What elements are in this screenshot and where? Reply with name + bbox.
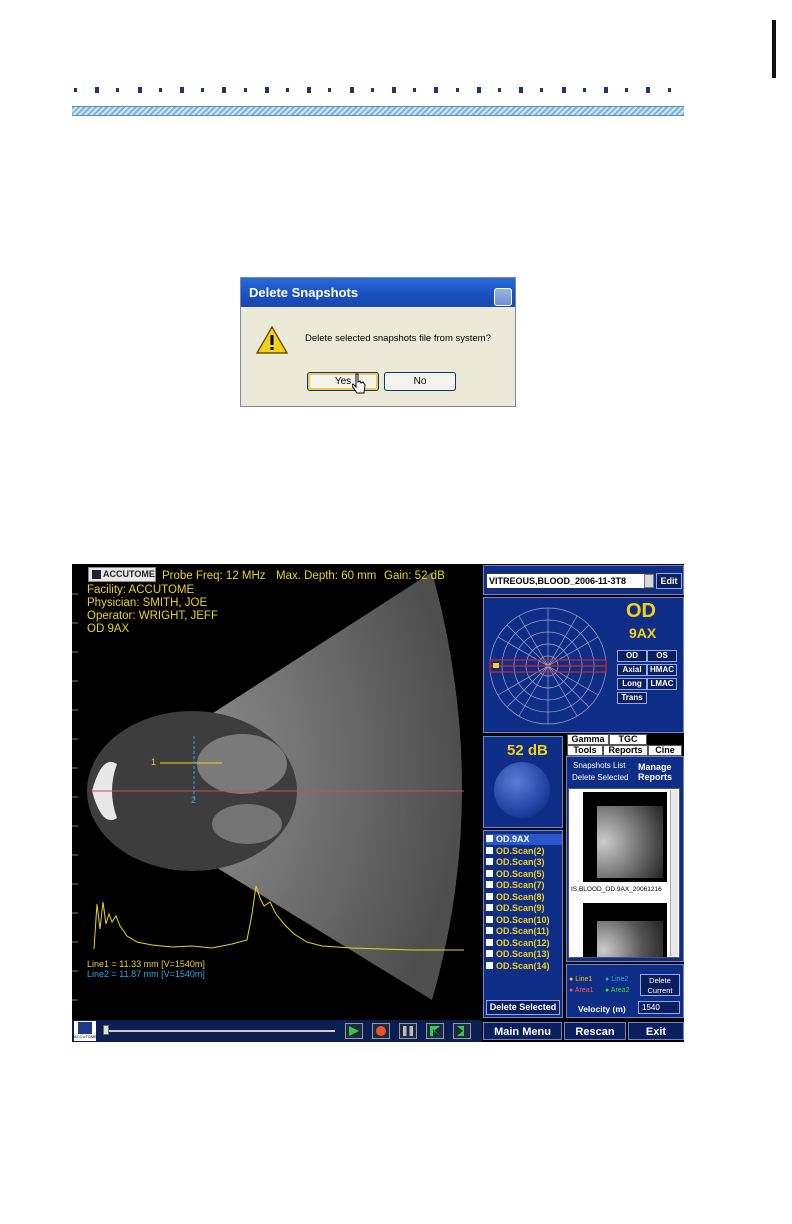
header-dot: [646, 87, 650, 93]
dialog-title: Delete Snapshots: [241, 278, 515, 307]
scan-list-item[interactable]: [486, 846, 562, 857]
thumbnail-scrollbar[interactable]: [670, 790, 678, 956]
scan-list-label: OD.9AX: [496, 834, 530, 844]
page-thumb-tab: [772, 20, 776, 78]
gain-readout: Gain: 52 dB: [384, 570, 445, 582]
eye-label: OD: [626, 600, 656, 622]
footer-logo-text: ACCUTOME: [74, 1034, 97, 1039]
scan-list-item[interactable]: [486, 949, 562, 960]
checkbox[interactable]: [486, 835, 493, 842]
scan-list-item[interactable]: [486, 961, 562, 972]
scan-list-item[interactable]: [486, 926, 562, 937]
radio-area2-label: Area2: [610, 987, 630, 994]
checkbox[interactable]: [486, 847, 493, 854]
chevron-down-icon[interactable]: [644, 574, 654, 588]
probe-button-os[interactable]: OS: [647, 650, 677, 662]
pointer-cursor-icon: [352, 373, 366, 395]
footer-logo: [74, 1021, 96, 1041]
header-dot: [201, 88, 204, 92]
probe-freq: Probe Freq: 12 MHz: [162, 570, 266, 582]
scan-list-item[interactable]: [486, 880, 562, 891]
snapshot-thumbnail-2[interactable]: [583, 903, 667, 957]
record-icon: [376, 1026, 386, 1036]
facility-text: Facility: ACCUTOME: [87, 584, 195, 596]
checkbox[interactable]: [486, 904, 493, 911]
checkbox[interactable]: [486, 893, 493, 900]
header-dot: [371, 88, 374, 92]
header-dot: [519, 87, 523, 93]
probe-button-hmac[interactable]: HMAC: [647, 664, 677, 676]
cine-slider-knob[interactable]: [103, 1025, 109, 1035]
line1-measurement: Line1 = 11.33 mm [V=1540m]: [87, 959, 205, 969]
view-label: 9AX: [629, 625, 657, 641]
close-icon[interactable]: [494, 288, 512, 306]
manage-reports-button[interactable]: Manage Reports: [638, 762, 673, 782]
step-forward-icon: [457, 1026, 467, 1036]
radio-line1[interactable]: ● Line1: [569, 976, 593, 983]
velocity-input[interactable]: 1540: [638, 1001, 680, 1014]
probe-button-trans[interactable]: Trans: [617, 692, 647, 704]
radio-line2-label: Line2: [611, 976, 629, 983]
header-dot: [265, 87, 269, 93]
play-icon: [349, 1026, 359, 1036]
snapshot-1-image: [597, 806, 663, 878]
header-dot: [328, 88, 331, 92]
checkbox[interactable]: [486, 939, 493, 946]
gain-value: 52 dB: [507, 742, 548, 759]
scan-list-label: OD.Scan(2): [496, 845, 545, 856]
step-back-button[interactable]: [426, 1023, 444, 1039]
rescan-button[interactable]: Rescan: [564, 1022, 626, 1040]
scan-list-item[interactable]: [486, 892, 562, 903]
header-dot: [434, 87, 438, 93]
scan-list-label: OD.Scan(5): [496, 868, 545, 879]
header-dot: [95, 87, 99, 93]
tab-cine[interactable]: Cine: [648, 745, 682, 756]
operator-text: Operator: WRIGHT, JEFF: [87, 610, 218, 622]
logo-text: ACCUTOME: [103, 569, 155, 579]
header-dot: [116, 88, 119, 92]
header-dot: [244, 88, 247, 92]
exam-select[interactable]: VITREOUS,BLOOD_2006-11-3T8: [486, 573, 654, 589]
scan-list-item[interactable]: [486, 869, 562, 880]
tab-tgc[interactable]: TGC: [609, 734, 647, 745]
step-back-icon: [430, 1026, 440, 1036]
scan-list-label: OD.Scan(8): [496, 891, 545, 902]
cine-slider-track[interactable]: [105, 1030, 335, 1032]
caliper-1-label: 1: [151, 757, 157, 767]
record-button[interactable]: [372, 1023, 390, 1039]
header-dot: [668, 88, 671, 92]
scan-list-label: OD.Scan(11): [496, 926, 550, 936]
checkbox[interactable]: [486, 870, 493, 877]
radio-line2[interactable]: ● Line2: [605, 976, 629, 983]
header-dot: [625, 88, 628, 92]
delete-selected-snapshots-button[interactable]: Delete Selected: [572, 773, 629, 782]
snapshot-2-image: [597, 921, 663, 957]
header-dot: [392, 87, 396, 93]
scan-list-label: OD.Scan(7): [496, 880, 545, 890]
checkbox[interactable]: [486, 962, 493, 969]
scan-list-item[interactable]: [486, 938, 562, 949]
gain-knob[interactable]: [494, 762, 550, 818]
scan-list-label: OD.Scan(10): [496, 914, 550, 925]
header-dot: [540, 88, 543, 92]
header-dot: [159, 88, 162, 92]
header-dot: [456, 88, 459, 92]
edit-button[interactable]: Edit: [656, 573, 682, 589]
scan-list-item[interactable]: [486, 915, 562, 926]
probe-button-long[interactable]: Long: [617, 678, 647, 690]
scan-list-label: OD.Scan(14): [496, 960, 550, 971]
pause-icon: [403, 1026, 413, 1036]
pause-button[interactable]: [399, 1023, 417, 1039]
checkbox[interactable]: [486, 858, 493, 865]
header-dot: [138, 87, 142, 93]
warning-icon: [256, 325, 288, 355]
checkbox[interactable]: [486, 881, 493, 888]
checkbox[interactable]: [486, 916, 493, 923]
accutome-logo: [88, 567, 156, 582]
probe-button-axial[interactable]: Axial: [617, 664, 647, 676]
radio-area1-label: Area1: [574, 987, 594, 994]
checkbox[interactable]: [486, 950, 493, 957]
snapshot-thumbnail-list[interactable]: [568, 788, 680, 958]
header-dot: [286, 88, 289, 92]
scan-list-item[interactable]: [486, 903, 562, 914]
checkbox[interactable]: [486, 927, 493, 934]
line2-measurement: Line2 = 11.87 mm [V=1540m]: [87, 969, 205, 979]
scan-id-text: OD 9AX: [87, 623, 130, 635]
header-dot: [180, 87, 184, 93]
exit-button[interactable]: Exit: [628, 1022, 684, 1040]
no-button[interactable]: No: [384, 372, 456, 391]
scan-list-label: OD.Scan(9): [496, 903, 545, 913]
scan-list-label: OD.Scan(13): [496, 949, 550, 959]
radio-line1-label: Line1: [575, 976, 593, 983]
header-dot: [222, 87, 226, 93]
caliper-2-label: 2: [191, 795, 197, 805]
header-dot: [562, 87, 566, 93]
header-dot: [477, 87, 481, 93]
header-dots: [74, 88, 684, 96]
main-menu-button[interactable]: Main Menu: [483, 1022, 562, 1040]
velocity-label: Velocity (m): [578, 1004, 626, 1014]
radio-area2[interactable]: ● Area2: [605, 987, 630, 994]
snapshots-list-button[interactable]: Snapshots List: [573, 761, 626, 770]
clock-diagram[interactable]: [487, 603, 609, 729]
max-depth: Max. Depth: 60 mm: [276, 570, 377, 582]
header-dot: [307, 87, 311, 93]
delete-current-button[interactable]: Delete Current: [640, 974, 680, 996]
dialog-message: Delete selected snapshots file from system?: [305, 333, 491, 344]
radio-area1[interactable]: ● Area1: [569, 987, 594, 994]
play-button[interactable]: [345, 1023, 363, 1039]
header-band: [72, 106, 684, 116]
tab-reports[interactable]: Reports: [603, 745, 648, 756]
header-dot: [498, 88, 501, 92]
header-dot: [74, 88, 77, 92]
header-dot: [604, 87, 608, 93]
scan-list-label: OD.Scan(12): [496, 937, 550, 948]
tab-tools[interactable]: Tools: [567, 745, 603, 756]
snapshot-caption: IS,BLOOD_OD.9AX_20061216: [571, 886, 662, 893]
header-dot: [413, 88, 416, 92]
scan-list-label: OD.Scan(3): [496, 857, 545, 867]
step-forward-button[interactable]: [453, 1023, 471, 1039]
probe-button-od[interactable]: OD: [617, 650, 647, 662]
header-dot: [583, 88, 586, 92]
scan-list-item[interactable]: [486, 834, 562, 845]
yes-button[interactable]: Yes: [307, 372, 379, 391]
header-dot: [350, 87, 354, 93]
scan-list-item[interactable]: [486, 857, 562, 868]
probe-button-lmac[interactable]: LMAC: [647, 678, 677, 690]
physician-text: Physician: SMITH, JOE: [87, 597, 208, 609]
delete-selected-button[interactable]: Delete Selected: [486, 1000, 560, 1015]
snapshot-thumbnail-1[interactable]: [583, 792, 667, 882]
tab-gamma[interactable]: Gamma: [567, 734, 609, 745]
delete-snapshots-dialog: [240, 277, 516, 407]
